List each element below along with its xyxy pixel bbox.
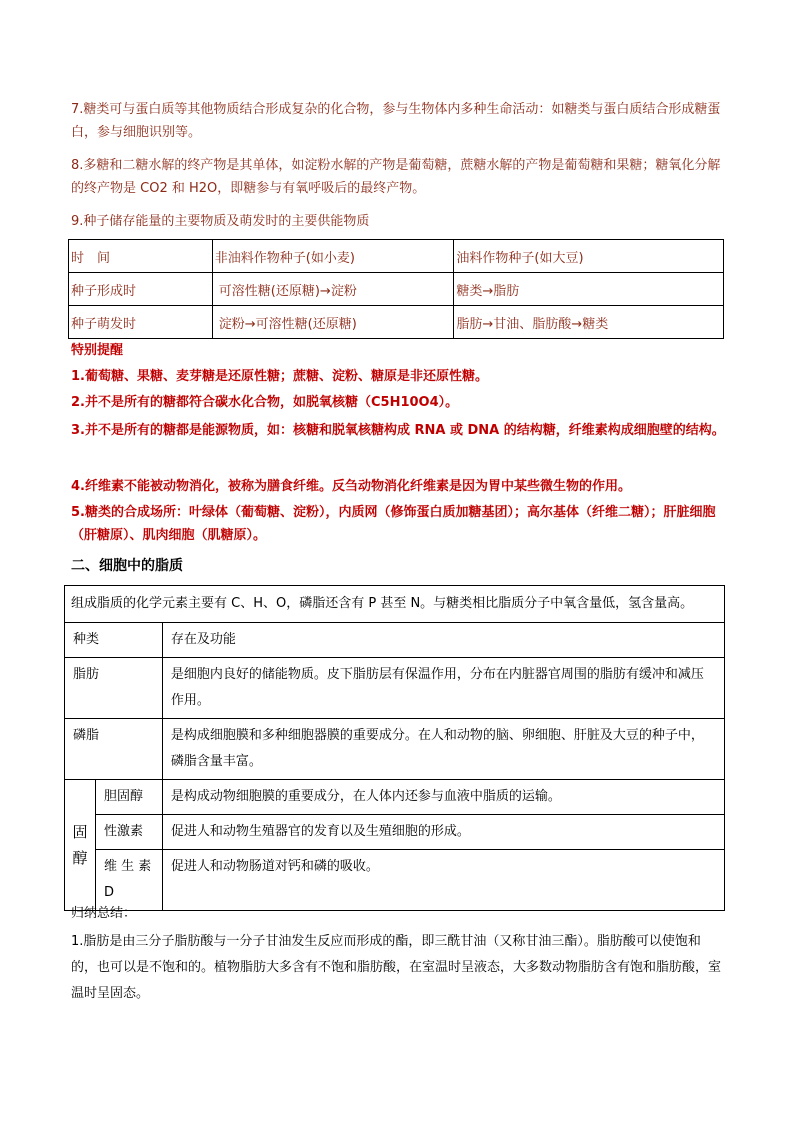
table-header-row [69, 240, 724, 273]
table-cell: 是构成动物细胞膜的重要成分，在人体内还参与血液中脂质的运输。 [162, 780, 724, 815]
lipid-table [64, 585, 725, 911]
summary-paragraph: 1.脂肪是由三分子脂肪酸与一分子甘油发生反应而形成的酯，即三酰甘油（又称甘油三酯）。脂肪酸可以使饱和的，也可以是不饱和的。植物脂肪大多含有不饱和脂肪酸，在室温时呈液态，大多数动物脂肪含有饱和脂肪酸，室温时呈固态。 [71, 934, 722, 1001]
table-row [69, 306, 724, 339]
table-cell: 油料作物种子(如大豆) [454, 240, 724, 273]
reminder-item: 1.葡萄糖、果糖、麦芽糖是还原性糖；蔗糖、淀粉、糖原是非还原性糖。 [71, 369, 488, 384]
table-cell: 存在及功能 [162, 623, 724, 658]
table-row [65, 658, 725, 719]
table-cell: 种子形成时 [69, 273, 213, 306]
table-cell: 种子萌发时 [69, 306, 213, 339]
summary-title: 归纳总结： [71, 906, 137, 921]
table-cell: 淀粉→可溶性糖(还原糖) [212, 306, 454, 339]
sterol-group-label [65, 780, 96, 911]
table-row [65, 780, 725, 815]
seed-storage-table [68, 239, 724, 339]
paragraph-9: 9.种子储存能量的主要物质及萌发时的主要供能物质 [71, 214, 370, 229]
table-row [65, 586, 725, 623]
table-cell: 非油料作物种子(如小麦) [212, 240, 454, 273]
table-cell: 可溶性糖(还原糖)→淀粉 [212, 273, 454, 306]
table-cell: 脂肪 [65, 658, 163, 719]
table-cell: 胆固醇 [95, 780, 162, 815]
paragraph-8: 8.多糖和二糖水解的终产物是其单体，如淀粉水解的产物是葡萄糖，蔗糖水解的产物是葡萄糖和果糖；糖氧化分解的终产物是 CO2 和 H2O，即糖参与有氧呼吸后的最终产物。 [71, 158, 721, 196]
table-cell: 性激素 [95, 815, 162, 850]
table-row [69, 273, 724, 306]
paragraph-7: 7.糖类可与蛋白质等其他物质结合形成复杂的化合物，参与生物体内多种生命活动：如糖类与蛋白质结合形成糖蛋白，参与细胞识别等。 [71, 102, 721, 140]
table-cell: 脂肪→甘油、脂肪酸→糖类 [454, 306, 724, 339]
table-cell: 促进人和动物生殖器官的发育以及生殖细胞的形成。 [162, 815, 724, 850]
reminder-item: 2.并不是所有的糖都符合碳水化合物，如脱氧核糖（C5H10O4）。 [71, 395, 459, 410]
table-row [65, 815, 725, 850]
table-cell: 时 间 [69, 240, 213, 273]
table-cell: 糖类→脂肪 [454, 273, 724, 306]
reminder-item: 3.并不是所有的糖都是能源物质，如：核糖和脱氧核糖构成 RNA 或 DNA 的结构糖，纤维素构成细胞壁的结构。 [71, 423, 725, 438]
table-cell: 磷脂 [65, 719, 163, 780]
reminder-item: 5.糖类的合成场所：叶绿体（葡萄糖、淀粉），内质网（修饰蛋白质加糖基团）；高尔基体（纤维二糖）；肝脏细胞（肝糖原）、肌肉细胞（肌糖原）。 [71, 505, 716, 543]
lipid-intro: 组成脂质的化学元素主要有 C、H、O，磷脂还含有 P 甚至 N。与糖类相比脂质分子中氧含量低，氢含量高。 [65, 586, 725, 623]
sterol-label-char: 醇 [72, 849, 88, 867]
table-cell: 维 生 素 D [95, 850, 162, 911]
table-cell: 是细胞内良好的储能物质。皮下脂肪层有保温作用，分布在内脏器官周围的脂肪有缓冲和减压作用。 [162, 658, 724, 719]
table-cell: 是构成细胞膜和多种细胞器膜的重要成分。在人和动物的脑、卵细胞、肝脏及大豆的种子中，磷脂含量丰富。 [162, 719, 724, 780]
sterol-label-char: 固 [72, 823, 88, 841]
reminder-title: 特别提醒 [71, 343, 124, 358]
section-title: 二、细胞中的脂质 [71, 558, 183, 574]
table-cell: 促进人和动物肠道对钙和磷的吸收。 [162, 850, 724, 911]
table-cell: 种类 [65, 623, 163, 658]
table-header-row [65, 623, 725, 658]
table-row [65, 719, 725, 780]
reminder-item: 4.纤维素不能被动物消化，被称为膳食纤维。反刍动物消化纤维素是因为胃中某些微生物的作用。 [71, 479, 631, 494]
